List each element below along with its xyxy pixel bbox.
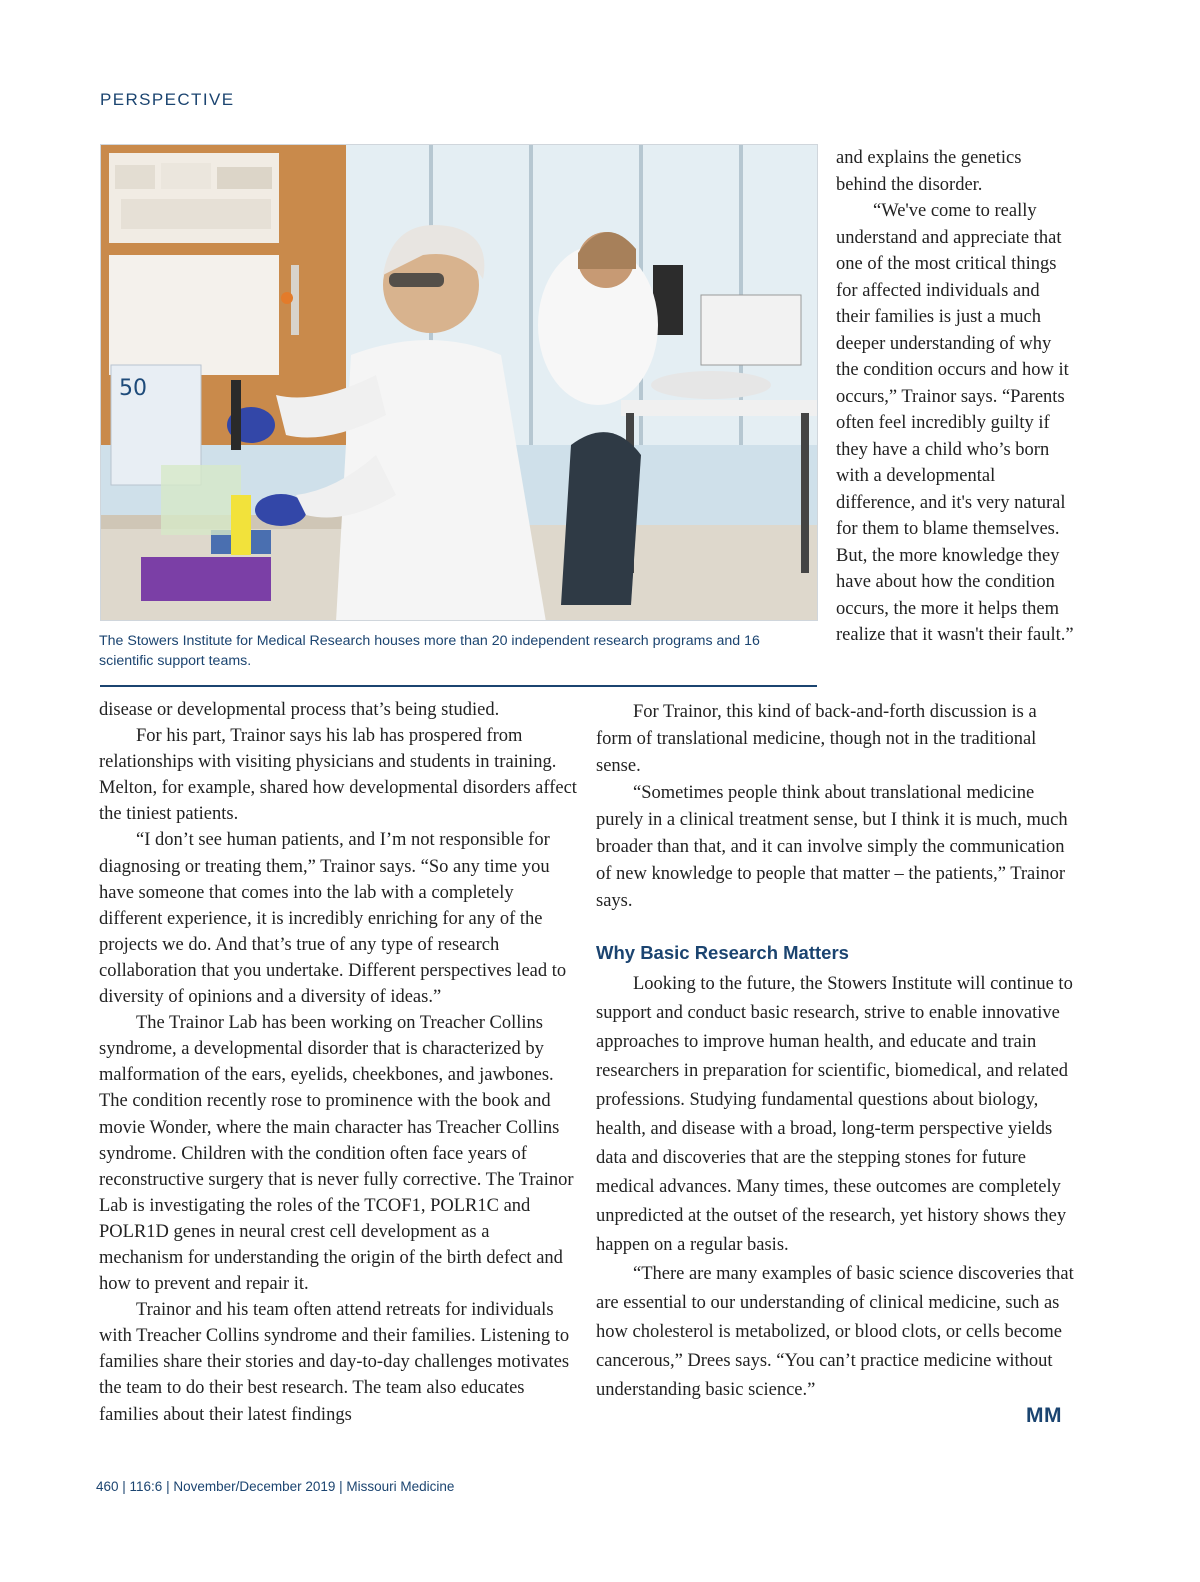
lab-photo-illustration	[101, 145, 818, 621]
section-label: PERSPECTIVE	[100, 90, 235, 109]
end-mark: MM	[1026, 1404, 1062, 1427]
lab-photo	[100, 144, 818, 621]
paragraph: The Trainor Lab has been working on Treacher Collins syndrome, a developmental disorder that is characterized by malformation of the ears, eyelids, cheekbones, and jawbones. The condition recently rose to prominence with the book and movie Wonder, where the main character has Treacher Collins syndrome. Children with the condition often face years of reconstructive surgery that is never fully corrective. The Trainor Lab is investigating the roles of the TCOF1, POLR1C and POLR1D genes in neural crest cell development as a mechanism for understanding the origin of the birth defect and how to prevent and repair it.	[99, 1013, 574, 1295]
paragraph: “There are many examples of basic science discoveries that are essential to our understanding of clinical medicine, such as how cholesterol is metabolized, or blood clots, or cells become cancerous,” Drees says. “You can’t practice medicine without understanding basic science.”	[596, 1264, 1074, 1400]
paragraph: Trainor and his team often attend retreats for individuals with Treacher Collins syndrome and their families. Listening to families share their stories and day-to-day challenges motivates the team to do their best research. The team also educates families about their latest findings	[99, 1300, 570, 1425]
page-footer: 460 | 116:6 | November/December 2019 | Missouri Medicine	[96, 1479, 455, 1494]
right-column-lower	[596, 970, 1076, 1405]
paragraph: disease or developmental process that’s being studied.	[99, 700, 500, 720]
caption-divider	[100, 685, 817, 687]
right-column-top	[836, 145, 1076, 649]
paragraph: “Sometimes people think about translational medicine purely in a clinical treatment sense, but I think it is much, much broader than that, and it can involve simply the communication of new knowledge to people that matter – the patients,” Trainor says.	[596, 783, 1068, 911]
paragraph: Looking to the future, the Stowers Institute will continue to support and conduct basic research, strive to enable innovative approaches to improve human health, and educate and train researchers in preparation for scientific, biomedical, and related professions. Studying fundamental questions about biology, health, and disease with a broad, long-term perspective yields data and discoveries that are the stepping stones for future medical advances. Many times, these outcomes are completely unpredicted at the outset of the research, yet history shows they happen on a regular basis.	[596, 974, 1073, 1255]
paragraph: For Trainor, this kind of back-and-forth discussion is a form of translational medicine, though not in the traditional sense.	[596, 702, 1037, 776]
photo-caption: The Stowers Institute for Medical Research houses more than 20 independent research programs and 16 scientific support teams.	[99, 633, 760, 669]
paragraph: “I don’t see human patients, and I’m not responsible for diagnosing or treating them,” Trainor says. “So any time you have someone that comes into the lab with a completely different experience, it is incredibly enriching for any of the projects we do. And that’s true of any type of research collaboration that you undertake. Different perspectives lead to diversity of opinions and a diversity of ideas.”	[99, 830, 567, 1008]
paragraph: For his part, Trainor says his lab has prospered from relationships with visiting physicians and students in training. Melton, for example, shared how developmental disorders affect the tiniest patients.	[99, 726, 577, 825]
right-column-upper	[596, 699, 1076, 915]
section-heading: Why Basic Research Matters	[596, 942, 849, 963]
paragraph: and explains the genetics behind the disorder.	[836, 148, 1022, 195]
paragraph: “We've come to really understand and appreciate that one of the most critical things for affected individuals and their families is just a much deeper understanding of why the condition occurs and how it occurs,” Trainor says. “Parents often feel incredibly guilty if they have a child who’s born with a developmental difference, and it's very natural for them to blame themselves. But, the more knowledge they have about how the condition occurs, the more it helps them realize that it wasn't their fault.”	[836, 201, 1074, 645]
left-column	[99, 697, 577, 1428]
svg-text:50: 50	[119, 376, 147, 401]
